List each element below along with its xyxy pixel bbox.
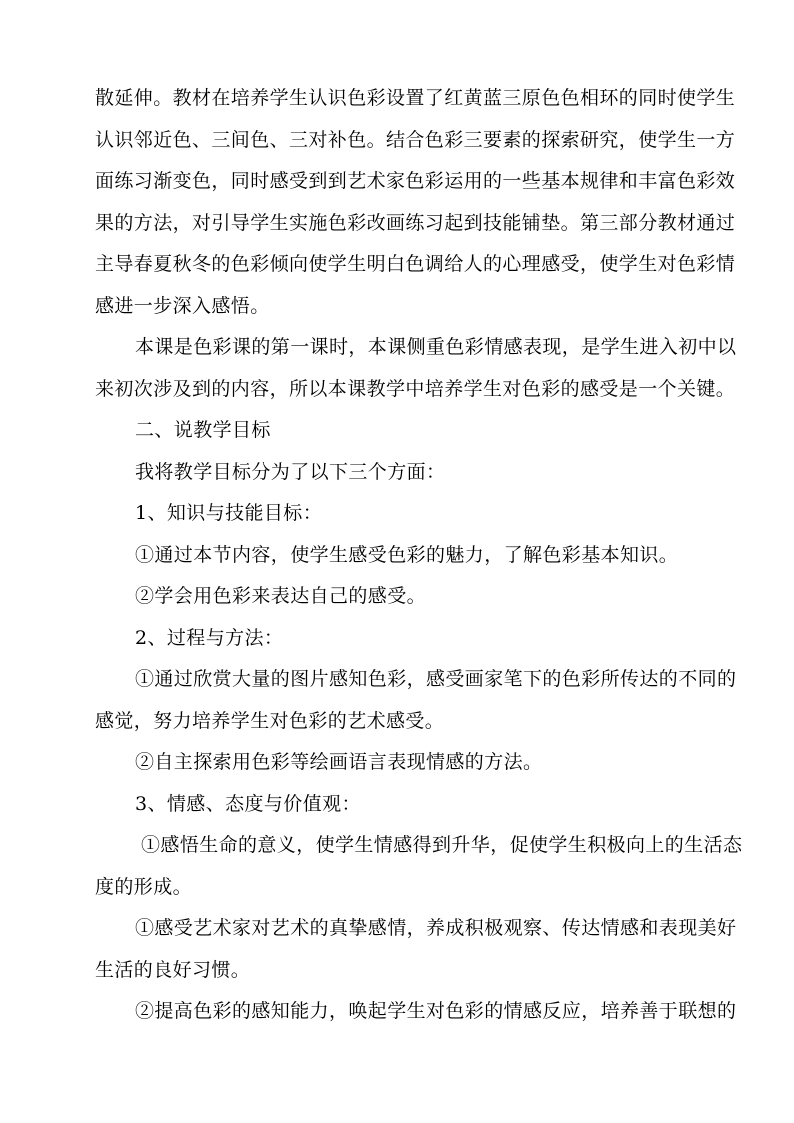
paragraph-line: 散延伸。教材在培养学生认识色彩设置了红黄蓝三原色色相环的同时使学生 xyxy=(95,87,736,109)
list-item: ①通过欣赏大量的图片感知色彩，感受画家笔下的色彩所传达的不同的 xyxy=(135,668,737,690)
paragraph-line: 果的方法，对引导学生实施色彩改画练习起到技能铺垫。第三部分教材通过 xyxy=(95,211,736,234)
list-item: ①通过本节内容，使学生感受色彩的魅力，了解色彩基本知识。 xyxy=(135,543,679,566)
paragraph-line: 本课是色彩课的第一课时，本课侧重色彩情感表现，是学生进入初中以 xyxy=(135,336,737,358)
list-item: ②提高色彩的感知能力，唤起学生对色彩的情感反应，培养善于联想的 xyxy=(135,1000,737,1022)
section-heading: 二、说教学目标 xyxy=(135,419,271,441)
list-item-continuation: 度的形成。 xyxy=(95,875,193,898)
list-item-continuation: 生活的良好习惯。 xyxy=(95,958,251,981)
subsection-heading: 2、过程与方法： xyxy=(135,626,284,649)
list-item-continuation: 感觉，努力培养学生对色彩的艺术感受。 xyxy=(95,709,445,732)
document-page xyxy=(95,78,743,1033)
list-item: ②学会用色彩来表达自己的感受。 xyxy=(135,585,427,607)
paragraph-line: 认识邻近色、三间色、三对补色。结合色彩三要素的探索研究，使学生一方 xyxy=(95,128,736,151)
list-item: ②自主探索用色彩等绘画语言表现情感的方法。 xyxy=(135,751,543,773)
paragraph-line: 来初次涉及到的内容，所以本课教学中培养学生对色彩的感受是一个关键。 xyxy=(95,377,736,400)
list-item: ①感受艺术家对艺术的真挚感情，养成积极观察、传达情感和表现美好 xyxy=(135,917,737,939)
subsection-heading: 1、知识与技能目标： xyxy=(135,502,323,524)
list-item: ①感悟生命的意义，使学生情感得到升华，促使学生积极向上的生活态 xyxy=(141,834,743,856)
subsection-heading: 3、情感、态度与价值观： xyxy=(135,792,361,815)
paragraph-line: 感进一步深入感悟。 xyxy=(95,294,270,317)
paragraph-line: 主导春夏秋冬的色彩倾向使学生明白色调给人的心理感受，使学生对色彩情 xyxy=(95,253,736,275)
paragraph-line: 我将教学目标分为了以下三个方面： xyxy=(135,460,446,483)
paragraph-line: 面练习渐变色，同时感受到到艺术家色彩运用的一些基本规律和丰富色彩效 xyxy=(95,170,736,192)
